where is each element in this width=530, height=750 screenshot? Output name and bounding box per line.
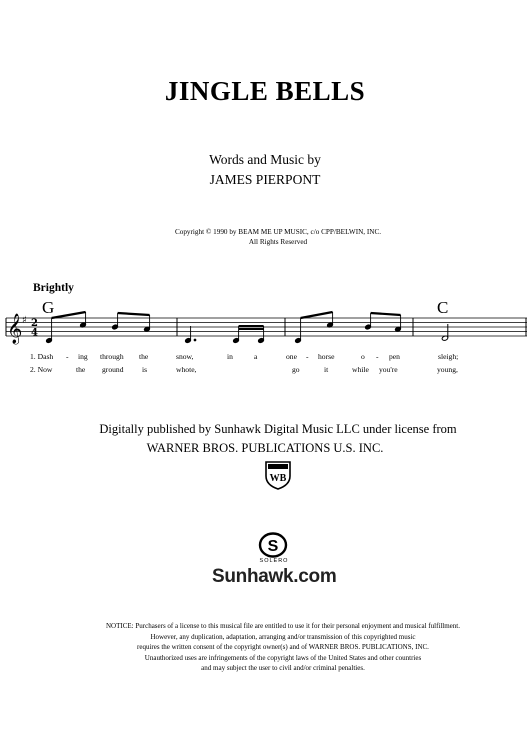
solero-logo-letter: S xyxy=(267,538,279,555)
credit-words-music: Words and Music by xyxy=(209,152,321,167)
notice-line: and may subject the user to civil and/or criminal penalties. xyxy=(201,664,365,672)
lyric-syllable: through xyxy=(100,352,124,361)
lyric-syllable: 2. Now xyxy=(30,365,53,374)
license-notice xyxy=(0,621,530,674)
measure-3 xyxy=(295,312,402,343)
lyric-syllable: is xyxy=(142,365,148,374)
sunhawk-brand-logo[interactable]: Sunhawk.com xyxy=(212,566,337,587)
lyric-syllable: you're xyxy=(379,365,398,374)
notice-line: NOTICE: Purchasers of a license to this musical file are entitled to use it for their personal enjoyment and musical fulfillment. xyxy=(106,622,460,630)
lyric-syllable: - xyxy=(306,352,309,361)
lyric-syllable: ground xyxy=(102,365,124,374)
lyric-syllable: - xyxy=(66,352,69,361)
lyric-syllable: pen xyxy=(389,352,400,361)
lyric-syllable: in xyxy=(227,352,233,361)
lyric-syllable: o xyxy=(361,352,365,361)
notice-line: However, any duplication, adaptation, arranging and/or transmission of this copyrighted music xyxy=(150,632,416,641)
lyric-syllable: whote, xyxy=(176,365,197,374)
lyric-syllable: 1. Dash xyxy=(30,352,54,361)
lyric-syllable: while xyxy=(352,365,369,374)
lyric-syllable: go xyxy=(292,365,300,374)
time-signature-bottom: 4 xyxy=(31,327,38,339)
wb-logo-text: WB xyxy=(269,473,287,484)
chord-symbol: G xyxy=(42,298,55,317)
lyric-syllable: sleigh; xyxy=(438,352,459,361)
tempo-marking: Brightly xyxy=(33,282,74,294)
lyric-syllable: one xyxy=(286,352,297,361)
lyric-syllable: ing xyxy=(78,352,88,361)
copyright-line: Copyright © 1990 by BEAM ME UP MUSIC, c/o CPP/BELWIN, INC. xyxy=(174,228,382,236)
measure-2 xyxy=(185,326,265,343)
copyright-line: All Rights Reserved xyxy=(248,238,308,246)
lyric-syllable: - xyxy=(376,352,379,361)
lyric-syllable: it xyxy=(324,365,329,374)
measure-1 xyxy=(46,312,151,343)
copyright-notice xyxy=(0,227,530,247)
solero-logo-icon xyxy=(258,532,288,560)
music-staff xyxy=(0,300,530,352)
chord-symbol: C xyxy=(437,298,449,317)
warner-bros-logo-icon xyxy=(264,460,292,490)
credit-composer: JAMES PIERPONT xyxy=(209,172,321,187)
measure-4 xyxy=(441,324,448,341)
time-signature-top: 2 xyxy=(31,318,38,329)
lyric-syllable: snow, xyxy=(176,352,194,361)
solero-text: SOLERO xyxy=(259,558,289,564)
sharp-icon: ♯ xyxy=(22,315,27,326)
lyric-syllable: a xyxy=(254,352,258,361)
lyric-syllable: young, xyxy=(437,365,458,374)
publisher-line: WARNER BROS. PUBLICATIONS U.S. INC. xyxy=(146,441,384,455)
song-title: JINGLE BELLS xyxy=(164,76,366,106)
notice-line: Unauthorized uses are infringements of the copyright laws of the United States and other countries xyxy=(144,653,422,662)
lyric-syllable: horse xyxy=(318,352,335,361)
publisher-line: Digitally published by Sunhawk Digital Music LLC under license from xyxy=(99,422,457,436)
lyric-syllable: the xyxy=(76,365,86,374)
treble-clef-icon: 𝄞 xyxy=(7,314,23,344)
notice-line: requires the written consent of the copyright owner(s) and of WARNER BROS. PUBLICATIONS, INC. xyxy=(137,643,429,651)
lyric-syllable: the xyxy=(139,352,149,361)
